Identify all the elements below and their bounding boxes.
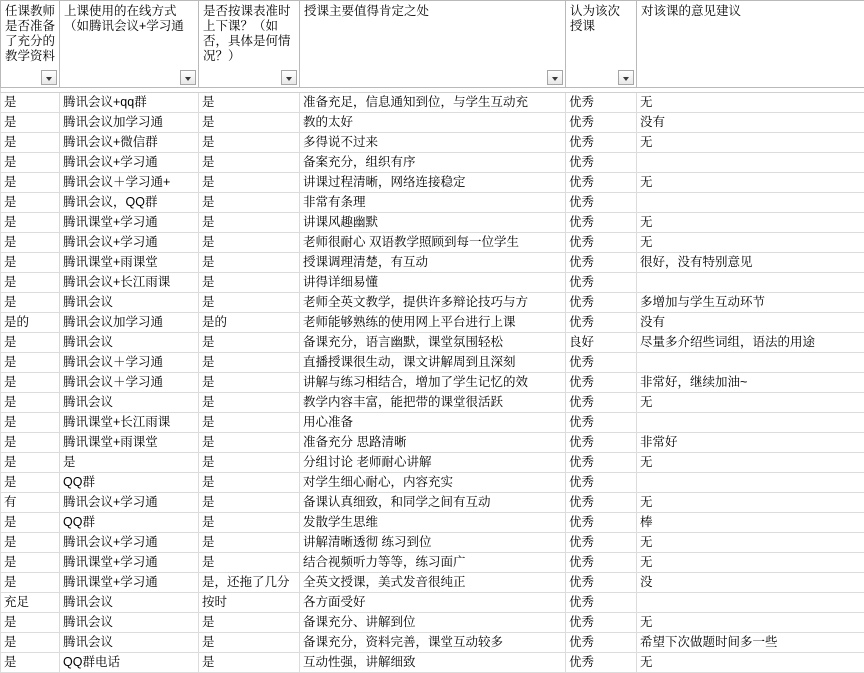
table-cell-teacher_prepared[interactable]: 是 [1, 93, 60, 113]
table-cell-on_time[interactable]: 是 [199, 133, 300, 153]
table-cell-rating[interactable]: 优秀 [566, 573, 637, 593]
table-cell-online_method[interactable]: 腾讯会议加学习通 [60, 113, 199, 133]
table-row[interactable] [1, 473, 864, 493]
table-cell-rating[interactable]: 优秀 [566, 553, 637, 573]
table-row[interactable] [1, 553, 864, 573]
table-cell-teacher_prepared[interactable]: 是 [1, 333, 60, 353]
table-row[interactable] [1, 593, 864, 613]
table-cell-online_method[interactable]: 腾讯会议+qq群 [60, 93, 199, 113]
table-cell-on_time[interactable]: 是 [199, 433, 300, 453]
table-row[interactable] [1, 353, 864, 373]
table-row[interactable] [1, 633, 864, 653]
table-cell-highlights[interactable]: 老师很耐心 双语教学照顾到每一位学生 [300, 233, 566, 253]
table-cell-teacher_prepared[interactable]: 是 [1, 413, 60, 433]
table-cell-rating[interactable]: 优秀 [566, 113, 637, 133]
table-cell-highlights[interactable]: 互动性强，讲解细致 [300, 653, 566, 673]
table-row[interactable] [1, 233, 864, 253]
table-cell-online_method[interactable]: 腾讯会议 [60, 633, 199, 653]
table-cell-on_time[interactable]: 是 [199, 653, 300, 673]
table-cell-on_time[interactable]: 是的 [199, 313, 300, 333]
column-header-label: 对该课的意见建议 [637, 1, 864, 19]
table-cell-rating[interactable]: 优秀 [566, 533, 637, 553]
table-cell-highlights[interactable]: 多得说不过来 [300, 133, 566, 153]
table-cell-on_time[interactable]: 是 [199, 233, 300, 253]
table-cell-teacher_prepared[interactable]: 是 [1, 273, 60, 293]
table-cell-suggestions[interactable] [637, 413, 864, 433]
table-row[interactable] [1, 573, 864, 593]
table-cell-on_time[interactable]: 是 [199, 633, 300, 653]
table-cell-teacher_prepared[interactable]: 是 [1, 573, 60, 593]
table-row[interactable] [1, 153, 864, 173]
table-cell-online_method[interactable]: 腾讯会议 [60, 293, 199, 313]
table-row[interactable] [1, 133, 864, 153]
table-cell-teacher_prepared[interactable]: 是 [1, 553, 60, 573]
table-cell-teacher_prepared[interactable]: 是 [1, 193, 60, 213]
table-cell-on_time[interactable]: 是 [199, 353, 300, 373]
table-row[interactable] [1, 533, 864, 553]
table-cell-on_time[interactable]: 是 [199, 333, 300, 353]
table-cell-teacher_prepared[interactable]: 是 [1, 433, 60, 453]
table-cell-highlights[interactable]: 备案充分，组织有序 [300, 153, 566, 173]
table-cell-suggestions[interactable]: 多增加与学生互动环节 [637, 293, 864, 313]
table-row[interactable] [1, 413, 864, 433]
table-cell-suggestions[interactable]: 无 [637, 173, 864, 193]
table-cell-rating[interactable]: 优秀 [566, 633, 637, 653]
table-cell-teacher_prepared[interactable]: 是 [1, 353, 60, 373]
table-cell-on_time[interactable]: 按时 [199, 593, 300, 613]
table-cell-on_time[interactable]: 是 [199, 533, 300, 553]
table-row[interactable] [1, 373, 864, 393]
table-cell-suggestions[interactable]: 希望下次做题时间多一些 [637, 633, 864, 653]
table-cell-suggestions[interactable] [637, 193, 864, 213]
table-cell-suggestions[interactable]: 非常好 [637, 433, 864, 453]
table-cell-online_method[interactable]: 腾讯会议+学习通 [60, 233, 199, 253]
table-cell-highlights[interactable]: 老师全英文教学，提供许多辩论技巧与方 [300, 293, 566, 313]
table-cell-on_time[interactable]: 是 [199, 253, 300, 273]
table-cell-on_time[interactable]: 是 [199, 173, 300, 193]
table-row[interactable] [1, 313, 864, 333]
table-cell-teacher_prepared[interactable]: 是 [1, 613, 60, 633]
table-cell-rating[interactable]: 优秀 [566, 213, 637, 233]
table-cell-rating[interactable]: 优秀 [566, 593, 637, 613]
filter-dropdown-icon[interactable] [547, 70, 563, 85]
table-cell-highlights[interactable]: 发散学生思维 [300, 513, 566, 533]
table-cell-rating[interactable]: 优秀 [566, 613, 637, 633]
column-header-suggestions[interactable] [637, 1, 864, 88]
filter-dropdown-icon[interactable] [180, 70, 196, 85]
table-row[interactable] [1, 93, 864, 113]
table-cell-highlights[interactable]: 准备充足，信息通知到位，与学生互动充 [300, 93, 566, 113]
table-cell-rating[interactable]: 优秀 [566, 173, 637, 193]
table-cell-suggestions[interactable]: 没 [637, 573, 864, 593]
table-cell-rating[interactable]: 优秀 [566, 313, 637, 333]
table-cell-on_time[interactable]: 是 [199, 453, 300, 473]
table-body [1, 88, 864, 673]
table-cell-highlights[interactable]: 各方面受好 [300, 593, 566, 613]
table-cell-online_method[interactable]: 腾讯会议＋学习通+ [60, 173, 199, 193]
table-cell-suggestions[interactable] [637, 153, 864, 173]
table-cell-on_time[interactable]: 是 [199, 213, 300, 233]
table-cell-suggestions[interactable]: 无 [637, 613, 864, 633]
table-cell-suggestions[interactable]: 很好，没有特别意见 [637, 253, 864, 273]
table-cell-teacher_prepared[interactable]: 是的 [1, 313, 60, 333]
table-cell-teacher_prepared[interactable]: 是 [1, 133, 60, 153]
table-cell-on_time[interactable]: 是 [199, 393, 300, 413]
table-cell-online_method[interactable]: 腾讯会议+长江雨课 [60, 273, 199, 293]
table-cell-rating[interactable]: 优秀 [566, 393, 637, 413]
table-cell-rating[interactable]: 优秀 [566, 413, 637, 433]
column-header-online-method[interactable] [60, 1, 199, 88]
table-cell-suggestions[interactable] [637, 593, 864, 613]
table-cell-suggestions[interactable]: 非常好，继续加油~ [637, 373, 864, 393]
table-row[interactable] [1, 113, 864, 133]
table-cell-rating[interactable]: 优秀 [566, 253, 637, 273]
table-cell-suggestions[interactable]: 无 [637, 393, 864, 413]
table-cell-rating[interactable]: 优秀 [566, 273, 637, 293]
table-cell-suggestions[interactable] [637, 473, 864, 493]
table-cell-online_method[interactable]: 腾讯课堂+雨课堂 [60, 433, 199, 453]
table-header-row [1, 1, 864, 88]
table-cell-rating[interactable]: 优秀 [566, 453, 637, 473]
table-cell-rating[interactable]: 优秀 [566, 373, 637, 393]
table-cell-suggestions[interactable]: 没有 [637, 113, 864, 133]
table-cell-rating[interactable]: 良好 [566, 333, 637, 353]
table-cell-on_time[interactable]: 是 [199, 553, 300, 573]
table-cell-highlights[interactable]: 讲课风趣幽默 [300, 213, 566, 233]
table-row[interactable] [1, 273, 864, 293]
table-cell-online_method[interactable]: 腾讯课堂+学习通 [60, 213, 199, 233]
table-cell-rating[interactable]: 优秀 [566, 193, 637, 213]
table-cell-highlights[interactable]: 讲解清晰透彻 练习到位 [300, 533, 566, 553]
table-cell-rating[interactable]: 优秀 [566, 493, 637, 513]
table-cell-online_method[interactable]: 腾讯会议+学习通 [60, 493, 199, 513]
table-cell-on_time[interactable]: 是 [199, 93, 300, 113]
table-cell-highlights[interactable]: 准备充分 思路清晰 [300, 433, 566, 453]
table-cell-rating[interactable]: 优秀 [566, 233, 637, 253]
table-cell-suggestions[interactable]: 无 [637, 213, 864, 233]
table-row[interactable] [1, 293, 864, 313]
column-header-label: 任课教师是否准备了充分的教学资料 [1, 1, 59, 64]
table-row[interactable] [1, 493, 864, 513]
table-row[interactable] [1, 433, 864, 453]
table-cell-highlights[interactable]: 非常有条理 [300, 193, 566, 213]
table-cell-teacher_prepared[interactable]: 是 [1, 113, 60, 133]
column-header-label: 上课使用的在线方式（如腾讯会议+学习通 [60, 1, 198, 34]
table-cell-teacher_prepared[interactable]: 充足 [1, 593, 60, 613]
table-cell-online_method[interactable]: QQ群 [60, 513, 199, 533]
table-cell-suggestions[interactable]: 没有 [637, 313, 864, 333]
table-cell-suggestions[interactable]: 尽量多介绍些词组，语法的用途 [637, 333, 864, 353]
table-cell-on_time[interactable]: 是 [199, 153, 300, 173]
table-cell-highlights[interactable]: 讲解与练习相结合，增加了学生记忆的效 [300, 373, 566, 393]
table-cell-teacher_prepared[interactable]: 是 [1, 173, 60, 193]
column-header-on-time[interactable] [199, 1, 300, 88]
table-cell-suggestions[interactable]: 无 [637, 553, 864, 573]
table-cell-on_time[interactable]: 是 [199, 273, 300, 293]
table-cell-on_time[interactable]: 是 [199, 493, 300, 513]
table-cell-suggestions[interactable]: 无 [637, 653, 864, 673]
filter-dropdown-icon[interactable] [618, 70, 634, 85]
table-row[interactable] [1, 333, 864, 353]
table-cell-highlights[interactable]: 讲得详细易懂 [300, 273, 566, 293]
table-cell-on_time[interactable]: 是 [199, 613, 300, 633]
table-row[interactable] [1, 193, 864, 213]
table-cell-highlights[interactable]: 教学内容丰富，能把带的课堂很活跃 [300, 393, 566, 413]
table-cell-suggestions[interactable]: 无 [637, 453, 864, 473]
table-cell-on_time[interactable]: 是 [199, 193, 300, 213]
column-header-label: 是否按课表准时上下课？（如否，具体是何情况？） [199, 1, 299, 64]
table-cell-rating[interactable]: 优秀 [566, 93, 637, 113]
table-cell-teacher_prepared[interactable]: 是 [1, 633, 60, 653]
table-cell-teacher_prepared[interactable]: 是 [1, 153, 60, 173]
table-cell-highlights[interactable]: 备课充分、讲解到位 [300, 613, 566, 633]
table-cell-online_method[interactable]: 腾讯会议 [60, 393, 199, 413]
table-cell-rating[interactable]: 优秀 [566, 153, 637, 173]
table-row[interactable] [1, 173, 864, 193]
column-header-label: 认为该次授课 [566, 1, 636, 34]
table-cell-rating[interactable]: 优秀 [566, 133, 637, 153]
table-row[interactable] [1, 653, 864, 673]
column-header-teacher-prepared[interactable] [1, 1, 60, 88]
table-row[interactable] [1, 453, 864, 473]
table-cell-on_time[interactable]: 是 [199, 113, 300, 133]
table-cell-online_method[interactable]: 腾讯会议+学习通 [60, 533, 199, 553]
table-cell-on_time[interactable]: 是 [199, 473, 300, 493]
table-cell-rating[interactable]: 优秀 [566, 293, 637, 313]
table-cell-suggestions[interactable]: 无 [637, 233, 864, 253]
table-cell-online_method[interactable]: 腾讯会议 [60, 593, 199, 613]
table-row[interactable] [1, 513, 864, 533]
table-cell-online_method[interactable]: 腾讯课堂+长江雨课 [60, 413, 199, 433]
table-cell-on_time[interactable]: 是 [199, 413, 300, 433]
table-cell-teacher_prepared[interactable]: 是 [1, 453, 60, 473]
table-cell-teacher_prepared[interactable]: 是 [1, 253, 60, 273]
table-cell-online_method[interactable]: 腾讯会议+微信群 [60, 133, 199, 153]
table-cell-online_method[interactable]: 腾讯会议加学习通 [60, 313, 199, 333]
table-cell-highlights[interactable]: 老师能够熟练的使用网上平台进行上课 [300, 313, 566, 333]
table-cell-online_method[interactable]: 腾讯会议 [60, 613, 199, 633]
table-cell-highlights[interactable]: 备课充分，语言幽默，课堂氛围轻松 [300, 333, 566, 353]
table-cell-highlights[interactable]: 讲课过程清晰，网络连接稳定 [300, 173, 566, 193]
table-cell-suggestions[interactable]: 无 [637, 93, 864, 113]
table-cell-on_time[interactable]: 是，还拖了几分 [199, 573, 300, 593]
table-row[interactable] [1, 393, 864, 413]
filter-dropdown-icon[interactable] [281, 70, 297, 85]
table-cell-teacher_prepared[interactable]: 是 [1, 373, 60, 393]
table-cell-rating[interactable]: 优秀 [566, 653, 637, 673]
table-cell-online_method[interactable]: 腾讯课堂+学习通 [60, 553, 199, 573]
table-cell-rating[interactable]: 优秀 [566, 353, 637, 373]
table-cell-teacher_prepared[interactable]: 是 [1, 213, 60, 233]
table-cell-online_method[interactable]: 腾讯会议＋学习通 [60, 373, 199, 393]
table-row[interactable] [1, 213, 864, 233]
table-cell-on_time[interactable]: 是 [199, 373, 300, 393]
table-cell-highlights[interactable]: 全英文授课，美式发音很纯正 [300, 573, 566, 593]
table-cell-highlights[interactable]: 用心准备 [300, 413, 566, 433]
table-cell-highlights[interactable]: 直播授课很生动，课文讲解周到且深刻 [300, 353, 566, 373]
column-header-label: 授课主要值得肯定之处 [300, 1, 565, 19]
table-cell-rating[interactable]: 优秀 [566, 513, 637, 533]
table-cell-teacher_prepared[interactable]: 是 [1, 393, 60, 413]
table-cell-suggestions[interactable]: 无 [637, 133, 864, 153]
table-cell-suggestions[interactable]: 棒 [637, 513, 864, 533]
table-cell-highlights[interactable]: 教的太好 [300, 113, 566, 133]
table-cell-highlights[interactable]: 对学生细心耐心，内容充实 [300, 473, 566, 493]
table-cell-highlights[interactable]: 授课调理清楚，有互动 [300, 253, 566, 273]
table-cell-highlights[interactable]: 备课认真细致，和同学之间有互动 [300, 493, 566, 513]
table-cell-teacher_prepared[interactable]: 是 [1, 233, 60, 253]
table-cell-online_method[interactable]: 腾讯会议，QQ群 [60, 193, 199, 213]
column-header-highlights[interactable] [300, 1, 566, 88]
table-cell-online_method[interactable]: 是 [60, 453, 199, 473]
table-cell-highlights[interactable]: 结合视频听力等等，练习面广 [300, 553, 566, 573]
table-cell-online_method[interactable]: 腾讯课堂+雨课堂 [60, 253, 199, 273]
table-cell-on_time[interactable]: 是 [199, 293, 300, 313]
table-cell-suggestions[interactable] [637, 353, 864, 373]
table-cell-teacher_prepared[interactable]: 是 [1, 293, 60, 313]
table-cell-highlights[interactable]: 备课充分，资料完善，课堂互动较多 [300, 633, 566, 653]
table-cell-online_method[interactable]: 腾讯会议＋学习通 [60, 353, 199, 373]
table-cell-teacher_prepared[interactable]: 是 [1, 513, 60, 533]
table-cell-online_method[interactable]: 腾讯课堂+学习通 [60, 573, 199, 593]
table-cell-rating[interactable]: 优秀 [566, 433, 637, 453]
table-cell-online_method[interactable]: QQ群电话 [60, 653, 199, 673]
table-row[interactable] [1, 253, 864, 273]
table-cell-suggestions[interactable]: 无 [637, 533, 864, 553]
table-cell-teacher_prepared[interactable]: 是 [1, 533, 60, 553]
table-cell-online_method[interactable]: 腾讯会议 [60, 333, 199, 353]
table-cell-teacher_prepared[interactable]: 是 [1, 473, 60, 493]
table-cell-teacher_prepared[interactable]: 是 [1, 653, 60, 673]
filter-dropdown-icon[interactable] [41, 70, 57, 85]
table-cell-online_method[interactable]: QQ群 [60, 473, 199, 493]
table-cell-online_method[interactable]: 腾讯会议+学习通 [60, 153, 199, 173]
table-cell-teacher_prepared[interactable]: 有 [1, 493, 60, 513]
table-cell-on_time[interactable]: 是 [199, 513, 300, 533]
table-cell-suggestions[interactable] [637, 273, 864, 293]
table-cell-highlights[interactable]: 分组讨论 老师耐心讲解 [300, 453, 566, 473]
table-cell-rating[interactable]: 优秀 [566, 473, 637, 493]
column-header-rating[interactable] [566, 1, 637, 88]
table-cell-suggestions[interactable]: 无 [637, 493, 864, 513]
